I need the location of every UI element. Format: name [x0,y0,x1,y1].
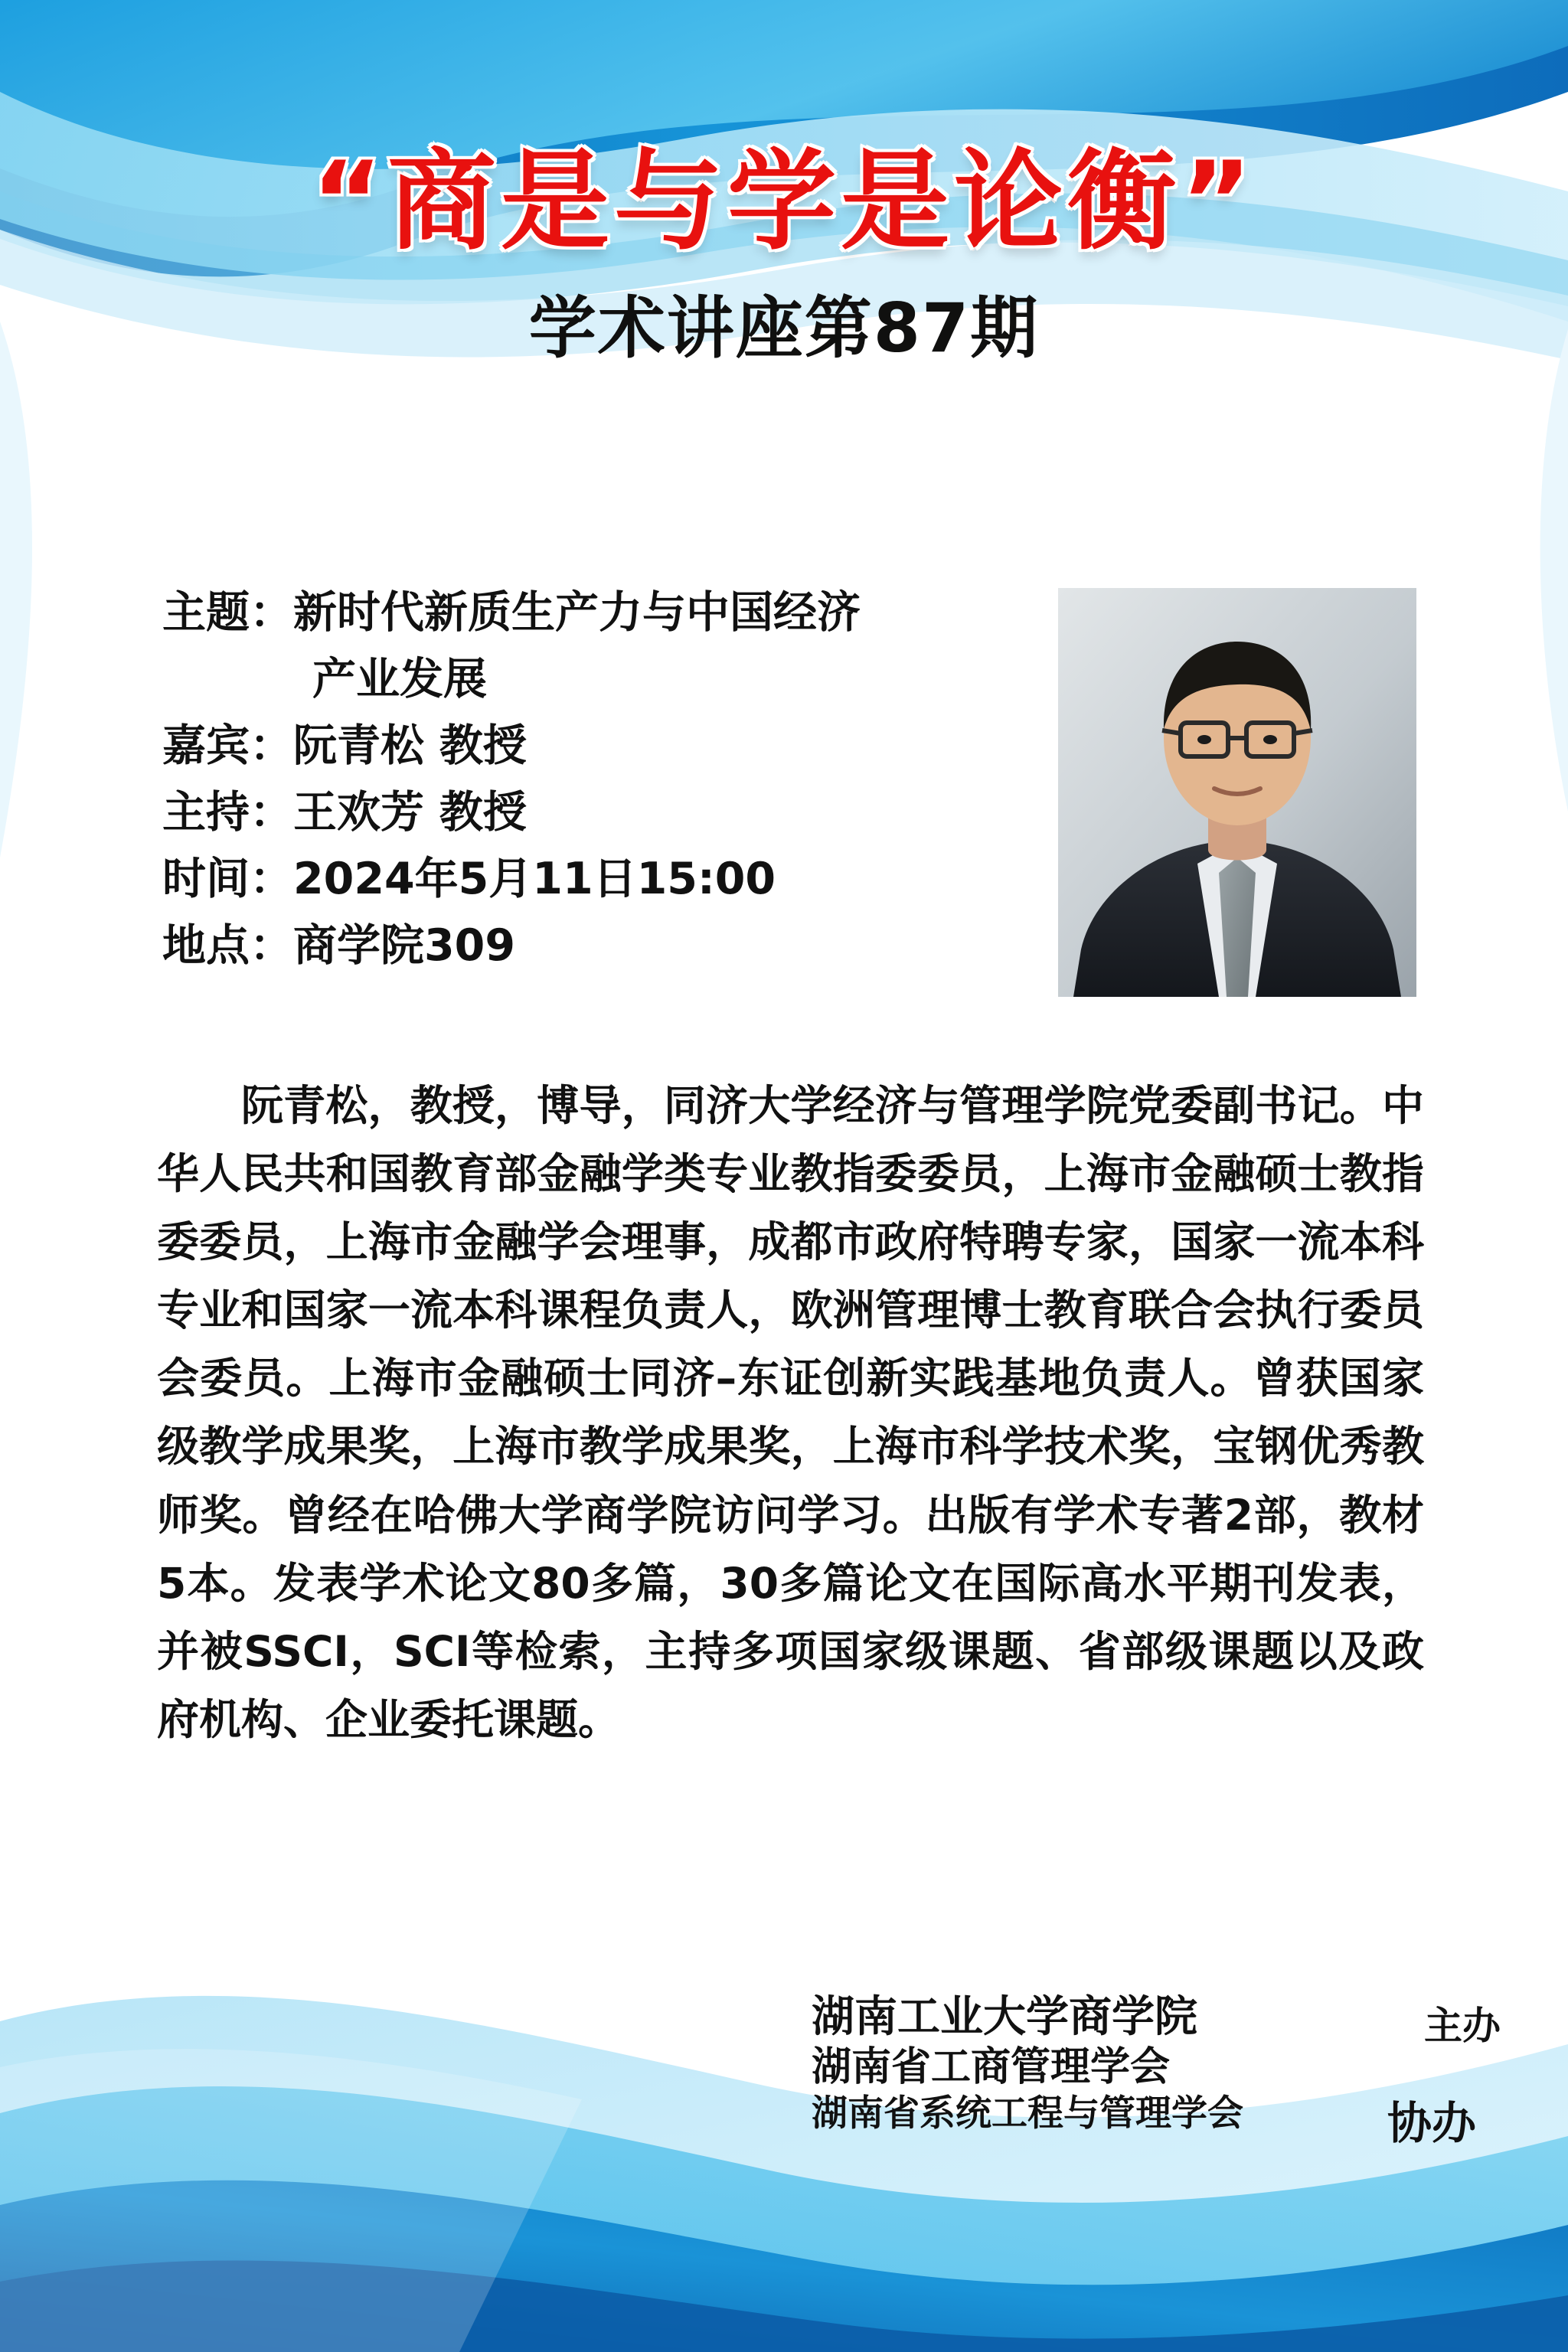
info-label-topic: 主题： [162,587,293,638]
info-label-location: 地点： [162,920,293,971]
organizer-secondary: 湖南省工商管理学会 [812,2043,1171,2091]
info-label-guest: 嘉宾： [162,720,293,771]
info-value-host: 王欢芳 教授 [293,786,527,838]
info-value-topic: 新时代新质生产力与中国经济 [293,587,861,638]
info-row-guest [162,715,1027,777]
event-info-block [162,582,1027,982]
info-row-topic [162,582,1027,644]
page-title: “商是与学是论衡” [311,139,1257,265]
poster-header [0,138,1568,368]
speaker-biography: 阮青松，教授，博导，同济大学经济与管理学院党委副书记。中华人民共和国教育部金融学类专业教指委委员，上海市金融硕士教指委委员，上海市金融学会理事，成都市政府特聘专家，国家一流本科专业和国家一流本科课程负责人，欧洲管理博士教育联合会执行委员会委员。上海市金融硕士同济–东证创新实践基地负责人。曾获国家级教学成果奖，上海市教学成果奖，上海市科学技术奖，宝钢优秀教师奖。曾经在哈佛大学商学院访问学习。出版有学术专著2部，教材5本。发表学术论文80多篇，30多篇论文在国际高水平期刊发表，并被SSCI，SCI等检索，主持多项国家级课题、省部级课题以及政府机构、企业委托课题。 [157,1081,1424,1744]
info-value-guest: 阮青松 教授 [293,720,527,771]
info-value-time: 2024年5月11日15:00 [293,853,776,904]
organizer-primary: 湖南工业大学商学院 [812,1991,1197,2042]
info-row-time [162,848,1027,910]
info-row-location [162,915,1027,977]
info-value-topic-line2: 产业发展 [312,653,487,704]
info-label-host: 主持： [162,786,293,838]
organizer-tertiary: 湖南省系统工程与管理学会 [812,2092,1243,2135]
info-label-time: 时间： [162,853,293,904]
portrait-illustration [1058,588,1416,997]
info-row-host [162,782,1027,844]
organizer-role-host: 主办 [1424,2003,1501,2048]
info-value-location: 商学院309 [293,920,515,971]
page-subtitle: 学术讲座第87期 [528,288,1040,368]
speaker-portrait [1058,588,1416,997]
footer-organizers [0,1991,1568,2149]
organizer-role-co: 协办 [1387,2097,1477,2149]
